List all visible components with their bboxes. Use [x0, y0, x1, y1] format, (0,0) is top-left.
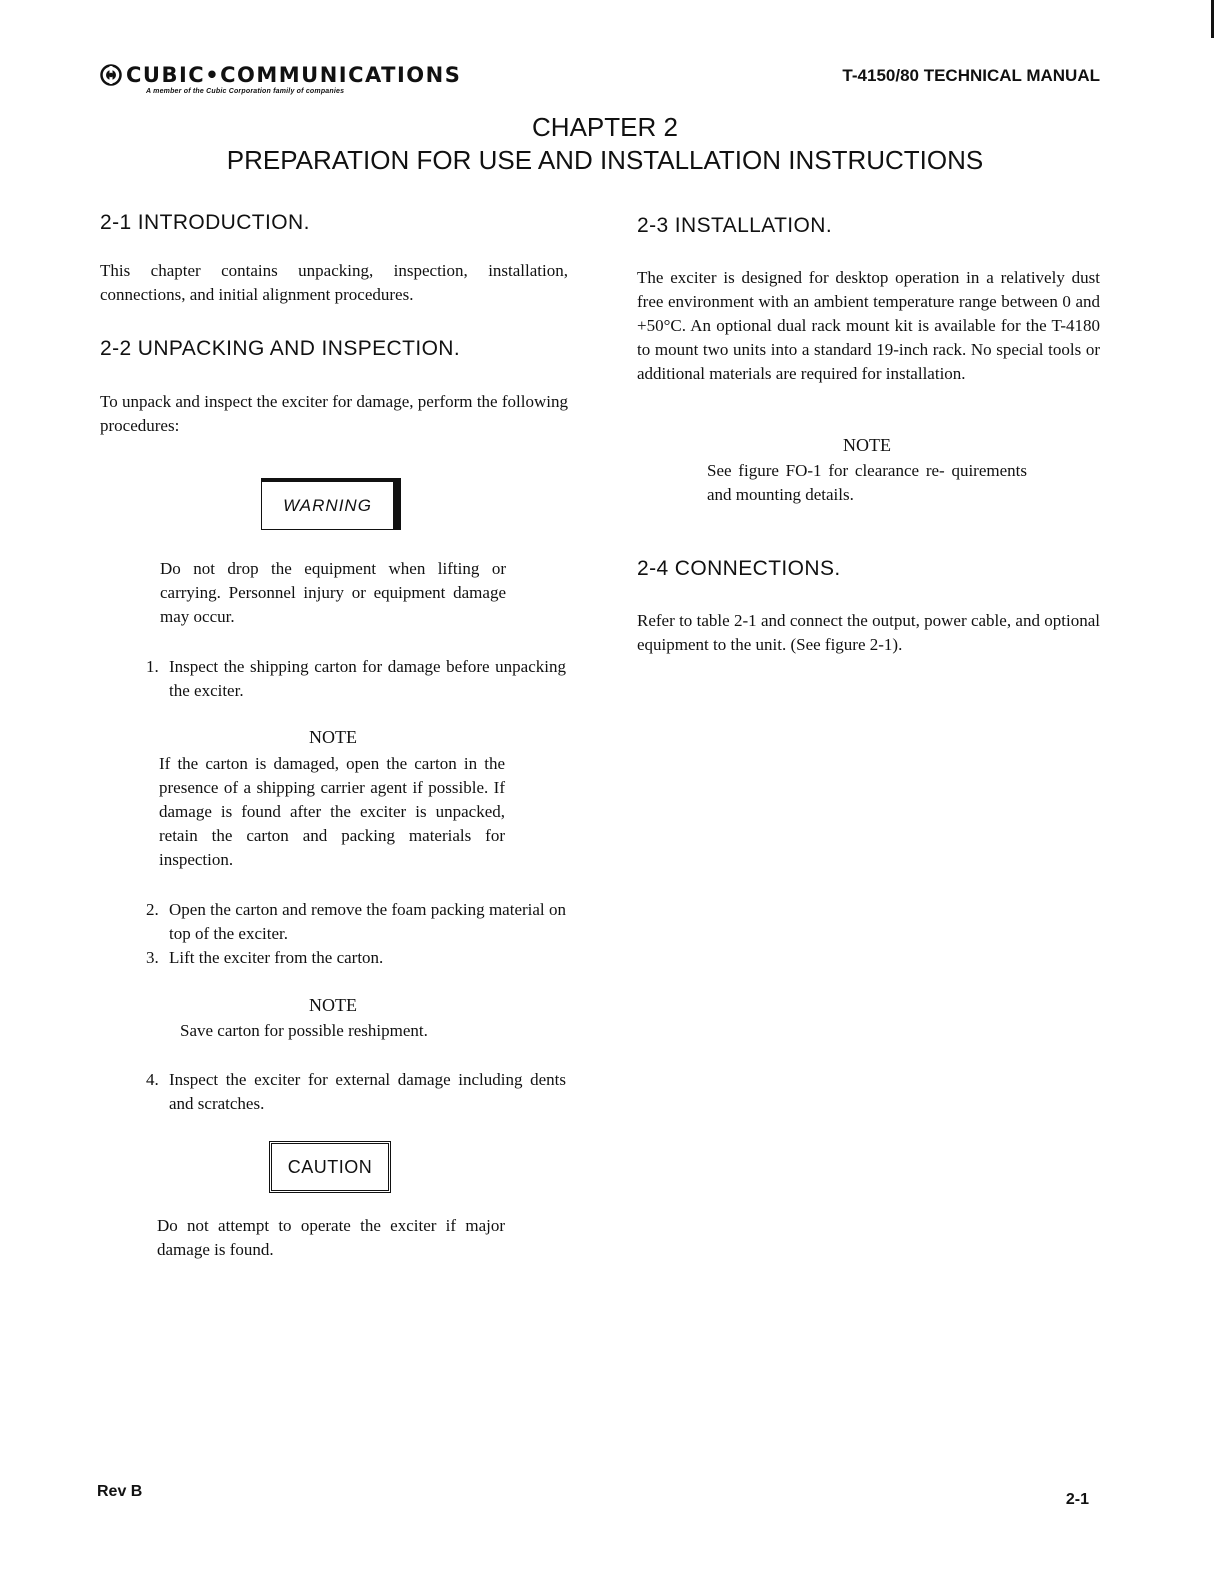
manual-title: T-4150/80 TECHNICAL MANUAL [842, 66, 1100, 85]
warning-box [261, 478, 401, 530]
step-3-text: Lift the exciter from the carton. [169, 948, 384, 967]
step-4-text: Inspect the exciter for external damage including dents and scratches. [169, 1070, 566, 1113]
section-2-1-heading: 2-1 INTRODUCTION. [100, 211, 310, 234]
note-2-heading: NOTE [309, 995, 357, 1015]
step-1-number: 1. [146, 657, 159, 676]
section-2-2-text: To unpack and inspect the exciter for damage, perform the following procedures: [100, 392, 568, 435]
page-number: 2-1 [1065, 1491, 1089, 1508]
section-2-4-heading: 2-4 CONNECTIONS. [637, 557, 841, 580]
cubic-logo-icon [100, 64, 122, 86]
step-2-number: 2. [146, 900, 159, 919]
section-2-2-heading: 2-2 UNPACKING AND INSPECTION. [100, 337, 461, 360]
step-3-number: 3. [146, 948, 159, 967]
note-3-heading: NOTE [843, 435, 891, 455]
step-2 [146, 898, 566, 946]
caution-box [269, 1141, 391, 1193]
warning-label: WARNING [283, 495, 372, 515]
section-2-1-text: This chapter contains unpacking, inspection, installation, connections, and initial alignment procedures. [100, 261, 568, 304]
margin-mark [1211, 0, 1214, 38]
warning-text: Do not drop the equipment when lifting or carrying. Personnel injury or equipment damage may occur. [160, 559, 506, 626]
step-1 [146, 655, 566, 703]
caution-text: Do not attempt to operate the exciter if major damage is found. [157, 1216, 505, 1259]
note-3-text: See figure FO-1 for clearance re- quirements and mounting details. [707, 461, 1027, 504]
step-3 [146, 946, 566, 970]
company-tagline: A member of the Cubic Corporation family of companies [146, 88, 345, 95]
section-2-4-text: Refer to table 2-1 and connect the output, power cable, and optional equipment to the unit. (See figure 2-1). [637, 611, 1100, 654]
note-2-text: Save carton for possible reshipment. [180, 1021, 428, 1040]
note-1-heading: NOTE [309, 727, 357, 747]
revision-label: Rev B [97, 1483, 143, 1500]
caution-label: CAUTION [287, 1156, 373, 1177]
step-1-text: Inspect the shipping carton for damage before unpacking the exciter. [169, 657, 566, 700]
step-2-text: Open the carton and remove the foam packing material on top of the exciter. [169, 900, 566, 943]
chapter-title: PREPARATION FOR USE AND INSTALLATION INSTRUCTIONS [226, 145, 984, 175]
section-2-3-heading: 2-3 INSTALLATION. [637, 214, 833, 237]
section-2-3-text: The exciter is designed for desktop operation in a relatively dust free environment with an ambient temperature range between 0 and +50°C. An optional dual rack mount kit is available for the T-4180 to mount two units into a standard 19-inch rack. No special tools or additional materials are required for installation. [637, 268, 1100, 383]
note-1-text: If the carton is damaged, open the carton in the presence of a shipping carrier agent if possible. If damage is found after the exciter is unpacked, retain the carton and packing materials for inspection. [159, 754, 505, 869]
step-4-number: 4. [146, 1070, 159, 1089]
step-4 [146, 1068, 566, 1116]
company-name: CUBIC•COMMUNICATIONS [126, 63, 462, 87]
chapter-number: CHAPTER 2 [532, 112, 678, 142]
company-logo [100, 63, 461, 87]
